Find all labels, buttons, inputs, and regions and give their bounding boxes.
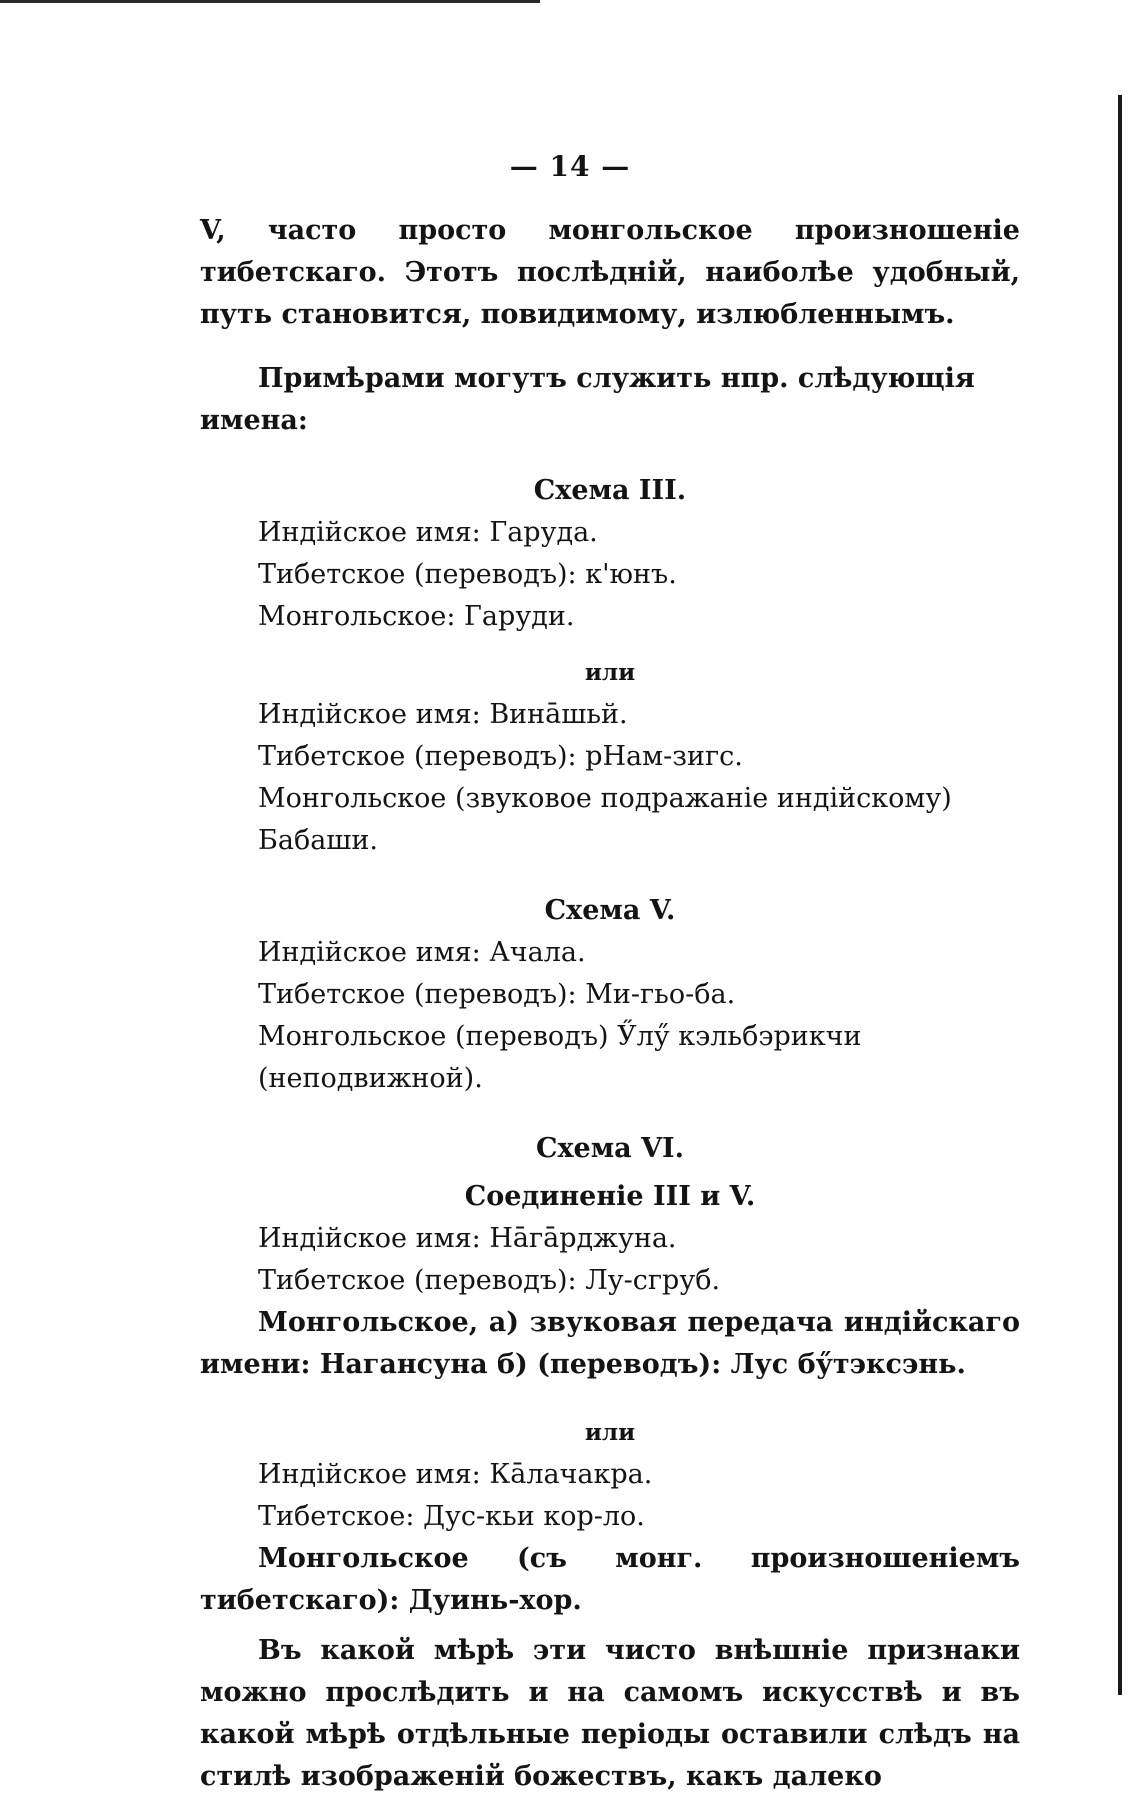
entry-line: Индійское имя: Ачала. xyxy=(258,937,586,968)
entry-line: Монгольское (звуковое подражаніе индійскому) Бабаши. xyxy=(258,783,952,856)
entry-line: Индійское имя: Винāшьй. xyxy=(258,699,628,730)
entry-line: Монгольское (переводъ) Ӳлӳ кэльбэрикчи (неподвижной). xyxy=(258,1021,862,1094)
entry-line: Тибетское (переводъ): рНам-зигс. xyxy=(258,741,743,772)
scheme-5 xyxy=(200,890,1020,1100)
entry-line: Тибетское (переводъ): Ми-гьо-ба. xyxy=(258,979,736,1010)
entry-line: Тибетское (переводъ): к'юнъ. xyxy=(258,559,677,590)
closing-paragraph: Въ какой мѣрѣ эти чисто внѣшніе признаки можно прослѣдить и на самомъ искусствѣ и въ какой мѣрѣ отдѣльные періоды оставили слѣдъ на стилѣ изображеній божествъ, какъ далеко xyxy=(200,1635,1020,1792)
entry-line: Тибетское: Дус-кьи кор-ло. xyxy=(258,1501,645,1532)
scheme-3 xyxy=(200,470,1020,862)
scheme-title: Схема VI. xyxy=(535,1133,685,1164)
entry-line: Индійское имя: Нāгāрджуна. xyxy=(258,1223,677,1254)
or-separator: или xyxy=(584,1419,636,1446)
entry-line: Тибетское (переводъ): Лу-сгруб. xyxy=(258,1265,721,1296)
scheme-title: Схема V. xyxy=(544,895,676,926)
opening-paragraph: V, часто просто монгольское произношеніе тибетскаго. Этотъ послѣдній, наиболѣе удобный, путь становится, повидимому, излюбленнымъ. xyxy=(200,215,1020,330)
entry-wrapped: Монгольское (съ монг. произношеніемъ тибетскаго): Дуинь-хор. xyxy=(200,1543,1020,1616)
entry-line: Индійское имя: Гаруда. xyxy=(258,517,598,548)
page-body xyxy=(200,210,1020,1798)
or-separator: или xyxy=(584,659,636,686)
page-number: — 14 — xyxy=(509,150,631,183)
entry-line: Индійское имя: Кāлачакра. xyxy=(258,1459,653,1490)
scheme-title: Схема III. xyxy=(533,475,687,506)
scan-edge-right xyxy=(1118,95,1122,1695)
scheme-6 xyxy=(200,1128,1020,1622)
entry-wrapped: Монгольское, а) звуковая передача индійскаго имени: Нагансуна б) (переводъ): Лус бӳтэксэнь. xyxy=(200,1307,1020,1380)
entry-line: Монгольское: Гаруди. xyxy=(258,601,575,632)
scheme-subtitle: Соединеніе III и V. xyxy=(464,1181,756,1212)
scan-edge-top xyxy=(0,0,540,3)
intro-line: Примѣрами могутъ служить нпр. слѣдующія имена: xyxy=(200,363,975,436)
